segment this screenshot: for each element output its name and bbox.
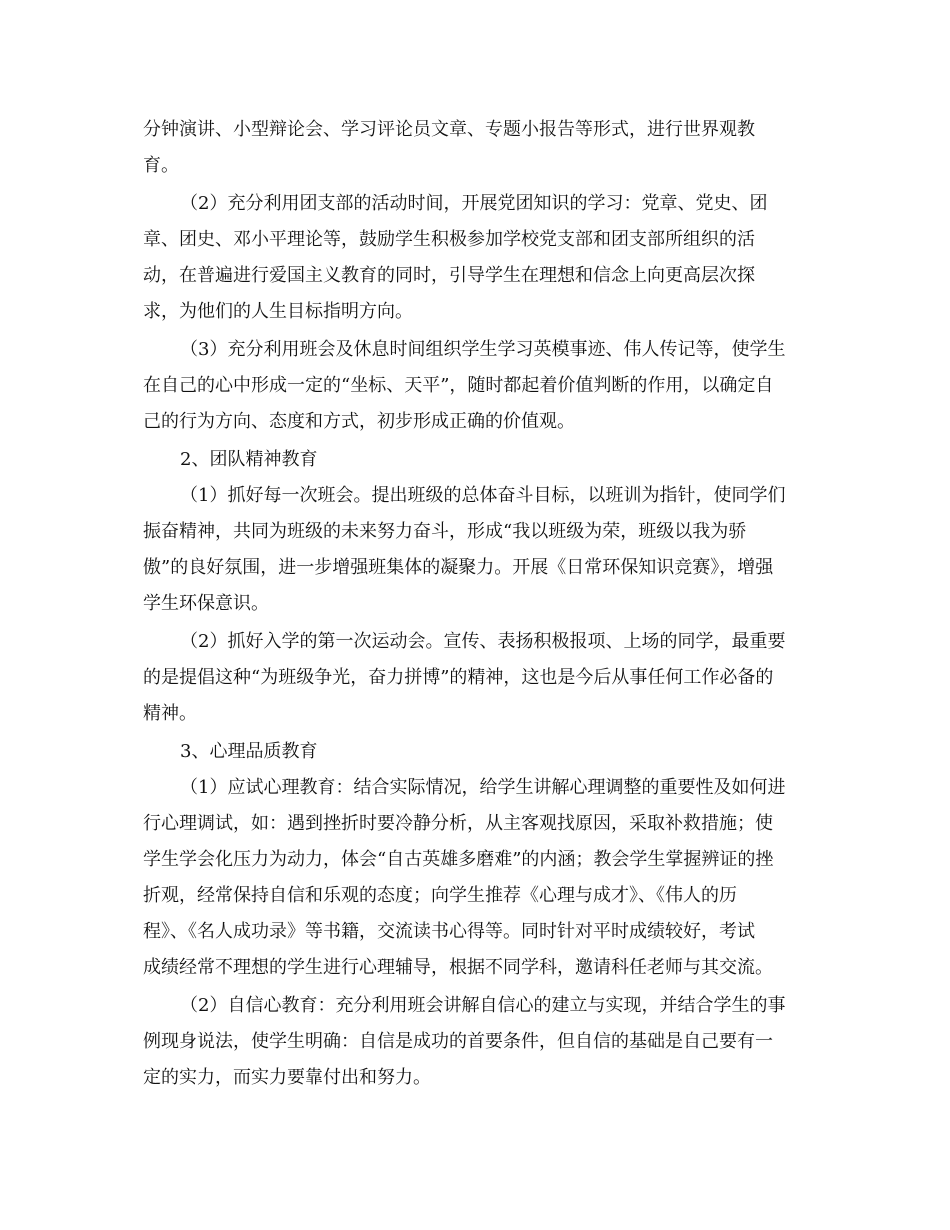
text-line: 的是提倡这种“为班级争光，奋力拼博”的精神，这也是今后从事任何工作必备的 [143, 667, 774, 688]
text-line: 程》、《名人成功录》等书籍，交流读书心得等。同时针对平时成绩较好，考试 [143, 921, 755, 942]
text-line: 育。 [143, 155, 179, 176]
text-line: （3）充分利用班会及休息时间组织学生学习英模事迹、伟人传记等，使学生 [180, 339, 786, 360]
text-line: 学生环保意识。 [143, 593, 269, 614]
text-line: 行心理调试，如：遇到挫折时要冷静分析，从主客观找原因，采取补救措施；使 [143, 813, 773, 834]
text-line: 在自己的心中形成一定的“坐标、天平”，随时都起着价值判断的作用，以确定自 [143, 375, 774, 396]
section-heading: 3、心理品质教育 [180, 741, 318, 762]
text-line: 学生学会化压力为动力，体会“自古英雄多磨难”的内涵；教会学生掌握辨证的挫 [143, 849, 774, 870]
text-line: 求，为他们的人生目标指明方向。 [143, 301, 413, 322]
section-heading: 2、团队精神教育 [180, 449, 318, 470]
text-line: 动，在普遍进行爱国主义教育的同时，引导学生在理想和信念上向更高层次探 [143, 265, 755, 286]
text-line: （2）抓好入学的第一次运动会。宣传、表扬积极报项、上场的同学，最重要 [180, 631, 786, 652]
text-line: （1）应试心理教育：结合实际情况，给学生讲解心理调整的重要性及如何进 [180, 777, 786, 798]
text-line: 己的行为方向、态度和方式，初步形成正确的价值观。 [143, 411, 575, 432]
text-line: 折观，经常保持自信和乐观的态度；向学生推荐《心理与成才》、《伟人的历 [143, 885, 737, 906]
text-line: （1）抓好每一次班会。提出班级的总体奋斗目标，以班训为指针，使同学们 [180, 485, 786, 506]
text-line: 分钟演讲、小型辩论会、学习评论员文章、专题小报告等形式，进行世界观教 [143, 119, 755, 140]
text-line: （2）自信心教育：充分利用班会讲解自信心的建立与实现，并结合学生的事 [180, 995, 786, 1016]
text-line: 例现身说法，使学生明确：自信是成功的首要条件，但自信的基础是自己要有一 [143, 1031, 773, 1052]
text-line: （2）充分利用团支部的活动时间，开展党团知识的学习：党章、党史、团 [180, 193, 768, 214]
text-line: 精神。 [143, 703, 197, 724]
text-line: 成绩经常不理想的学生进行心理辅导，根据不同学科，邀请科任老师与其交流。 [143, 957, 773, 978]
text-line: 定的实力，而实力要靠付出和努力。 [143, 1067, 431, 1088]
text-line: 傲”的良好氛围，进一步增强班集体的凝聚力。开展《日常环保知识竞赛》，增强 [143, 557, 774, 578]
text-line: 章、团史、邓小平理论等，鼓励学生积极参加学校党支部和团支部所组织的活 [143, 229, 755, 250]
text-line: 振奋精神，共同为班级的未来努力奋斗，形成“我以班级为荣，班级以我为骄 [143, 521, 747, 542]
